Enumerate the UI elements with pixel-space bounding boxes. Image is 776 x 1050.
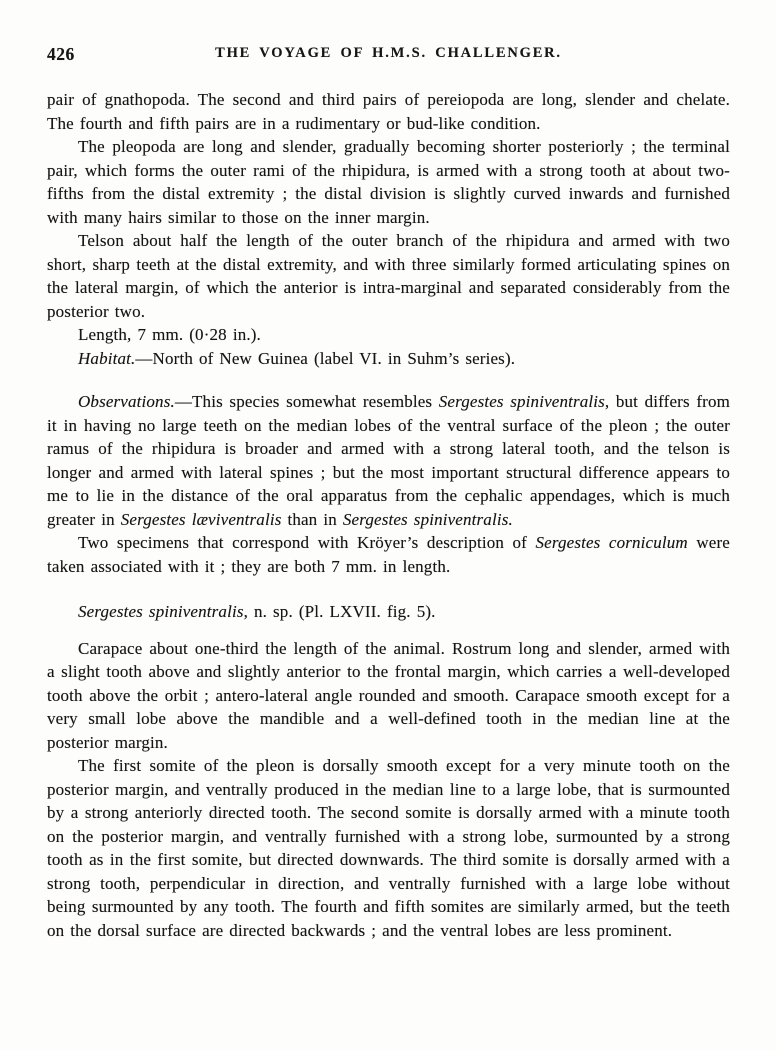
paragraph-somites <box>47 754 730 942</box>
italic-text-segment: Sergestes læviventralis <box>120 509 282 529</box>
italic-text-segment: Habitat. <box>78 348 136 368</box>
species-heading <box>47 600 730 624</box>
italic-text-segment: Sergestes spiniventralis <box>78 602 244 621</box>
text-segment: than in <box>281 509 343 529</box>
text-segment: Telson about half the length of the outer branch of the rhipidura and armed with two short, sharp teeth at the distal extremity, and with three similarly formed articulating spines on the lateral margin, of which the anterior is intra-marginal and separated considerably from the posterior two. <box>47 231 730 321</box>
text-segment: —This species somewhat resembles <box>174 392 439 411</box>
text-segment: , n. sp. (Pl. LXVII. fig. 5). <box>243 602 436 621</box>
paragraph-length <box>47 323 730 347</box>
paragraph-observations <box>47 390 730 531</box>
italic-text-segment: Sergestes spiniventralis <box>438 392 605 411</box>
paragraph-gnathopoda <box>47 88 730 135</box>
running-title: THE VOYAGE OF H.M.S. CHALLENGER. <box>215 45 562 61</box>
text-segment: The first somite of the pleon is dorsally smooth except for a very minute tooth on the posterior margin, and ventrally produced in the median line to a large lobe, that is surmounted by a strong anteriorly directed tooth. The second somite is dorsally armed with a minute tooth on the posterior margin, and ventrally furnished with a strong lobe, surmounted by a strong tooth as in the first somite, but directed downwards. The third somite is dorsally armed with a strong tooth, perpendicular in direction, and ventrally furnished with a large lobe without being surmounted by any tooth. The fourth and fifth somites are similarly armed, but the teeth on the dorsal surface are directed backwards ; and the ventral lobes are less prominent. <box>47 756 730 940</box>
paragraph-carapace <box>47 637 730 755</box>
page-body <box>47 88 730 942</box>
page-number: 426 <box>47 44 75 64</box>
paragraph-telson <box>47 229 730 323</box>
paragraph-habitat <box>47 347 730 371</box>
text-segment: Two specimens that correspond with Kröyer’s description of <box>78 533 536 552</box>
italic-text-segment: Observations. <box>78 392 175 411</box>
text-segment: Length, 7 mm. (0·28 in.). <box>78 325 261 344</box>
paragraph-two-specimens <box>47 531 730 578</box>
running-header <box>47 44 730 63</box>
text-segment: , but differs from it in having no large teeth on the median lobes of the ventral surface of the pleon ; the outer ramus of the rhipidura is broader and armed with a strong lateral tooth, and the telson is longer and armed with lateral spines ; but the most important structural difference appears to me to lie in the distance of the oral apparatus from the cephalic appendages, which is much greater in <box>47 392 730 529</box>
italic-text-segment: Sergestes spiniventralis. <box>342 509 513 529</box>
paragraph-pleopoda <box>47 135 730 229</box>
italic-text-segment: Sergestes corniculum <box>535 533 688 552</box>
text-segment: were taken associated with it ; they are both 7 mm. in length. <box>47 533 730 576</box>
text-segment: The pleopoda are long and slender, gradually becoming shorter posteriorly ; the terminal pair, which forms the outer rami of the rhipidura, is armed with a strong tooth at about two-fifths from the distal extremity ; the distal division is slightly curved inwards and furnished with many hairs similar to those on the inner margin. <box>47 137 730 227</box>
text-segment: —North of New Guinea (label VI. in Suhm’s series). <box>135 348 516 368</box>
text-segment: Carapace about one-third the length of the animal. Rostrum long and slender, armed with a slight tooth above and slightly anterior to the frontal margin, which carries a well-developed tooth above the orbit ; antero-lateral angle rounded and smooth. Carapace smooth except for a very small lobe above the mandible and a well-defined tooth in the median line at the posterior margin. <box>47 638 730 752</box>
text-segment: pair of gnathopoda. The second and third pairs of pereiopoda are long, slender and chelate. The fourth and fifth pairs are in a rudimentary or bud-like condition. <box>47 90 730 133</box>
